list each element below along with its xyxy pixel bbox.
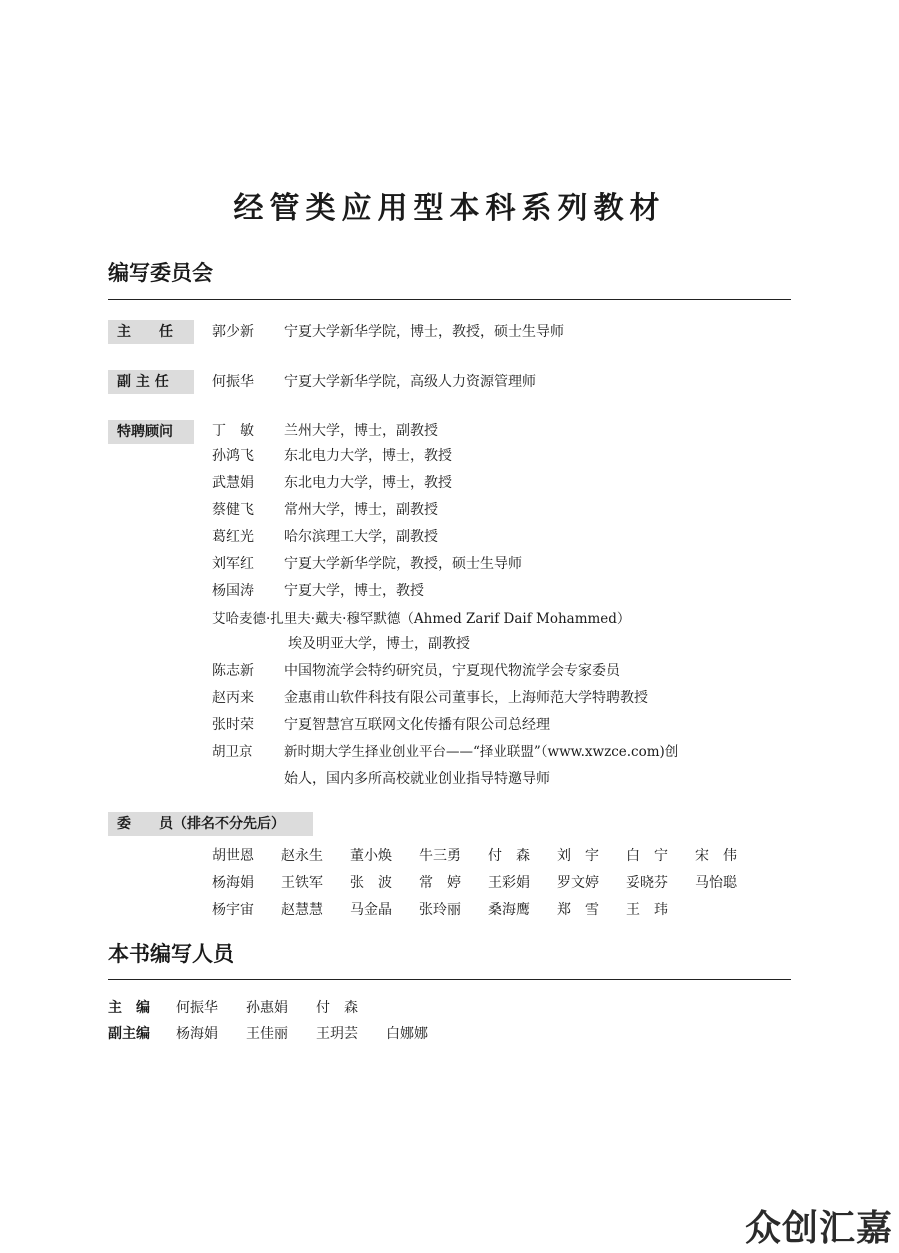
advisor-name: 杨国涛 (212, 583, 254, 599)
advisor-name: 陈志新 (212, 663, 254, 679)
advisor-name: 孙鸿飞 (212, 448, 254, 464)
member-name: 马怡聪 (695, 875, 737, 891)
advisor-row (212, 661, 620, 681)
deputy-editor-name: 杨海娟 (176, 1026, 218, 1042)
deputy-director-desc: 宁夏大学新华学院，高级人力资源管理师 (284, 374, 536, 390)
advisor-name: 丁 敏 (212, 423, 254, 439)
advisor-name: 胡卫京 (212, 744, 253, 760)
series-title: 经管类应用型本科系列教材 (233, 191, 666, 226)
member-name: 常 婷 (419, 875, 461, 891)
advisor-name: 葛红光 (212, 529, 254, 545)
advisor-desc: 新时期大学生择业创业平台——“择业联盟”（www.xwzce.com)创 (284, 744, 679, 760)
advisor-name: 武慧娟 (212, 475, 254, 491)
chief-editor-name: 付 森 (316, 1000, 358, 1016)
advisor-desc: 哈尔滨理工大学，副教授 (284, 529, 438, 545)
member-name: 董小焕 (350, 848, 392, 864)
foreign-advisor-desc: 埃及明亚大学，博士，副教授 (288, 636, 470, 652)
advisor-row (212, 421, 438, 441)
chief-editor-row (108, 998, 386, 1018)
member-name: 罗文婷 (557, 875, 599, 891)
member-name: 妥晓芬 (626, 875, 668, 891)
watermark-logo: 众创汇嘉 (744, 1208, 893, 1249)
advisor-row (212, 742, 678, 762)
foreign-advisor-name: 艾哈麦德·扎里夫·戴夫·穆罕默德（Ahmed Zarif Daif Mohammed） (212, 611, 631, 627)
deputy-editor-label: 副主编 (108, 1026, 150, 1042)
member-name: 杨宇宙 (212, 902, 254, 918)
member-name: 付 森 (488, 848, 530, 864)
deputy-editor-name: 白娜娜 (386, 1026, 428, 1042)
member-name: 赵永生 (281, 848, 323, 864)
advisor-name: 刘军红 (212, 556, 254, 572)
advisor-row (212, 688, 648, 708)
director-desc: 宁夏大学新华学院，博士，教授，硕士生导师 (284, 324, 564, 340)
director-row (212, 322, 564, 342)
members-row (212, 873, 737, 900)
member-name: 牛三勇 (419, 848, 461, 864)
advisor-desc: 中国物流学会特约研究员，宁夏现代物流学会专家委员 (284, 663, 620, 679)
director-label: 主 任 (108, 320, 194, 344)
chief-editor-name: 何振华 (176, 1000, 218, 1016)
member-name: 杨海娟 (212, 875, 254, 891)
advisor-row (212, 446, 452, 466)
member-name: 宋 伟 (695, 848, 737, 864)
advisor-desc: 宁夏大学新华学院，教授，硕士生导师 (284, 556, 522, 572)
member-name: 桑海鹰 (488, 902, 530, 918)
advisor-desc: 宁夏大学，博士，教授 (284, 583, 424, 599)
member-name: 赵慧慧 (281, 902, 323, 918)
members-label: 委 员（排名不分先后） (108, 812, 313, 836)
deputy-director-row (212, 372, 536, 392)
member-name: 王铁军 (281, 875, 323, 891)
advisor-name: 蔡健飞 (212, 502, 254, 518)
chief-editor-label: 主 编 (108, 1000, 150, 1016)
member-name: 郑 雪 (557, 902, 599, 918)
member-name: 张玲丽 (419, 902, 461, 918)
advisor-row (212, 581, 424, 601)
advisor-row (212, 500, 438, 520)
committee-heading: 编写委员会 (108, 261, 213, 285)
advisor-row (212, 527, 438, 547)
committee-divider (108, 299, 791, 300)
members-list (212, 846, 737, 927)
members-row (212, 900, 737, 927)
advisor-name: 赵丙来 (212, 690, 254, 706)
advisor-desc: 东北电力大学，博士，教授 (284, 475, 452, 491)
deputy-editor-name: 王佳丽 (246, 1026, 288, 1042)
deputy-editor-name: 王玥芸 (316, 1026, 358, 1042)
advisor-desc: 金惠甫山软件科技有限公司董事长，上海师范大学特聘教授 (284, 690, 648, 706)
director-name: 郭少新 (212, 324, 254, 340)
member-name: 刘 宇 (557, 848, 599, 864)
advisor-name: 张时荣 (212, 717, 254, 733)
member-name: 马金晶 (350, 902, 392, 918)
deputy-director-label: 副 主 任 (108, 370, 194, 394)
advisor-row (212, 554, 522, 574)
authors-heading: 本书编写人员 (108, 942, 234, 966)
member-name: 白 宁 (626, 848, 668, 864)
advisor-desc: 东北电力大学，博士，教授 (284, 448, 452, 464)
advisor-desc: 常州大学，博士，副教授 (284, 502, 438, 518)
member-name: 张 波 (350, 875, 392, 891)
authors-divider (108, 979, 791, 980)
deputy-editor-row (108, 1024, 456, 1044)
advisor-desc: 宁夏智慧宫互联网文化传播有限公司总经理 (284, 717, 550, 733)
advisor-row (212, 715, 550, 735)
member-name: 王彩娟 (488, 875, 530, 891)
advisor-row (212, 473, 452, 493)
chief-editor-name: 孙惠娟 (246, 1000, 288, 1016)
advisor-desc-continued: 始人，国内多所高校就业创业指导特邀导师 (284, 771, 550, 787)
advisors-label: 特聘顾问 (108, 420, 194, 444)
members-row (212, 846, 737, 873)
advisor-desc: 兰州大学，博士，副教授 (284, 423, 438, 439)
member-name: 胡世恩 (212, 848, 254, 864)
member-name: 王 玮 (626, 902, 668, 918)
deputy-director-name: 何振华 (212, 374, 254, 390)
